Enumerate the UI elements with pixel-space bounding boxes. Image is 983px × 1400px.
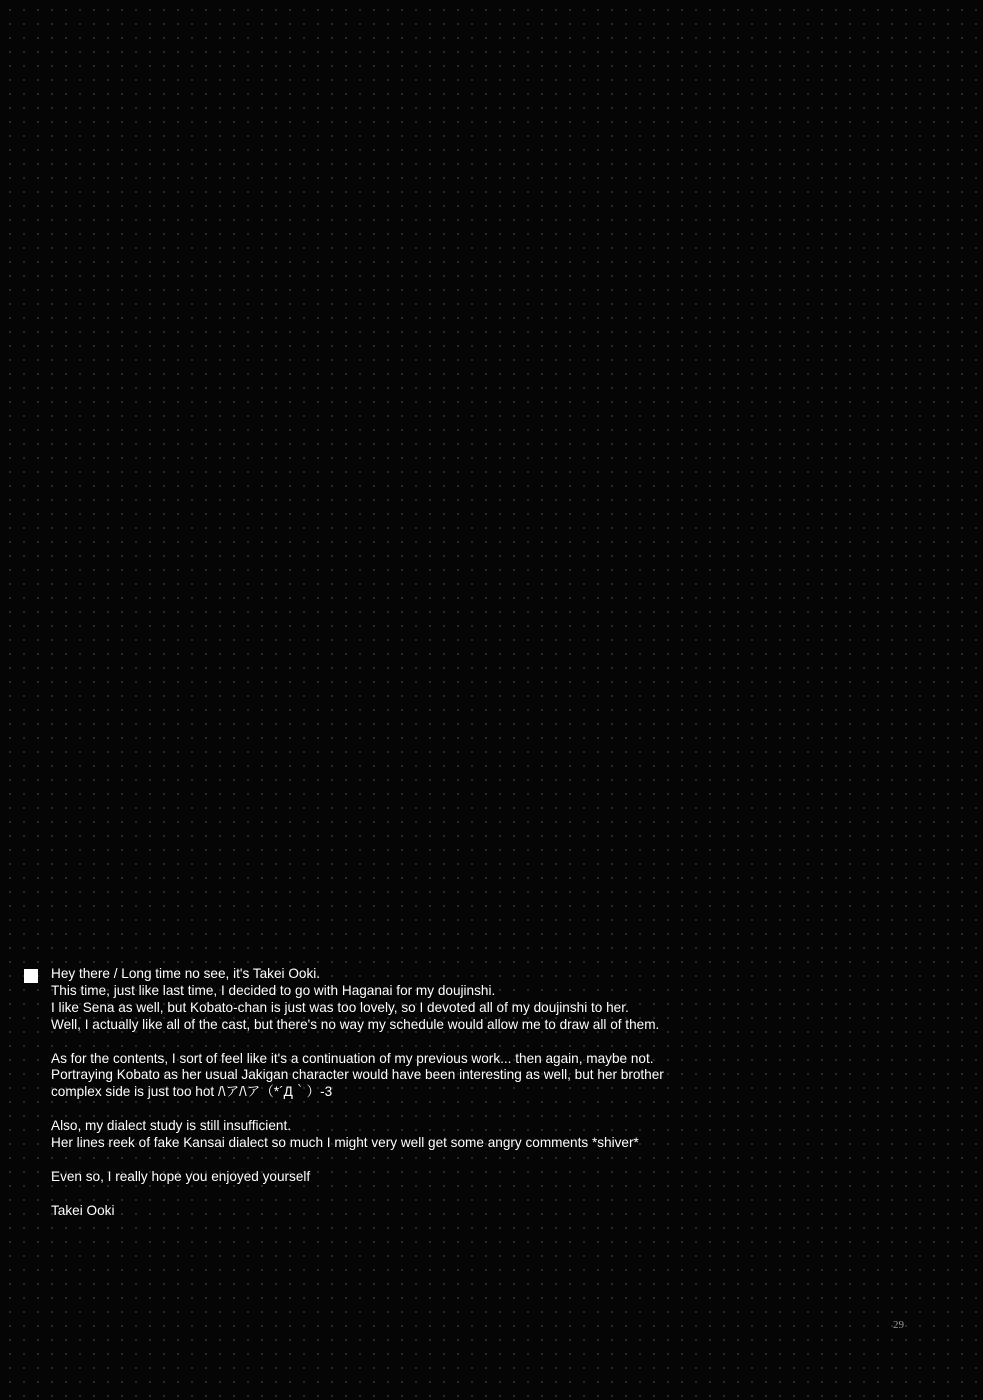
text-line: Also, my dialect study is still insufficient.: [51, 1118, 291, 1134]
text-line: Well, I actually like all of the cast, but there's no way my schedule would allow me to draw all of them.: [51, 1016, 660, 1032]
section-marker-square: [24, 969, 38, 983]
paragraph-dialect: [51, 1118, 951, 1152]
signature: [51, 1203, 951, 1220]
paragraph-gap: [51, 1152, 951, 1169]
text-line: Hey there / Long time no see, it's Takei Ooki.: [51, 966, 321, 981]
paragraph-gap: [51, 1186, 951, 1203]
text-line: Her lines reek of fake Kansai dialect so much I might very well get some angry comments *shiver*: [51, 1135, 639, 1151]
paragraph-gap: [51, 1034, 951, 1051]
paragraph-closing: [51, 1169, 951, 1186]
text-line: complex side is just too hot /\ア/\ア（*´Д｀）-3: [51, 1084, 333, 1100]
text-line: I like Sena as well, but Kobato-chan is just was too lovely, so I devoted all of my doujinshi to her.: [51, 999, 629, 1015]
text-line: This time, just like last time, I decided to go with Haganai for my doujinshi.: [51, 982, 496, 998]
text-line: As for the contents, I sort of feel like it's a continuation of my previous work... then again, maybe not.: [51, 1050, 654, 1066]
author-name: Takei Ooki: [51, 1202, 115, 1218]
paragraph-greeting: [51, 966, 951, 1034]
text-line: Portraying Kobato as her usual Jakigan character would have been interesting as well, but her brother: [51, 1067, 664, 1083]
paragraph-contents: [51, 1051, 951, 1102]
afterword-text: [51, 966, 951, 1220]
paragraph-gap: [51, 1101, 951, 1118]
text-line: Even so, I really hope you enjoyed yourself: [51, 1168, 311, 1184]
page-number: 29: [893, 1319, 904, 1331]
